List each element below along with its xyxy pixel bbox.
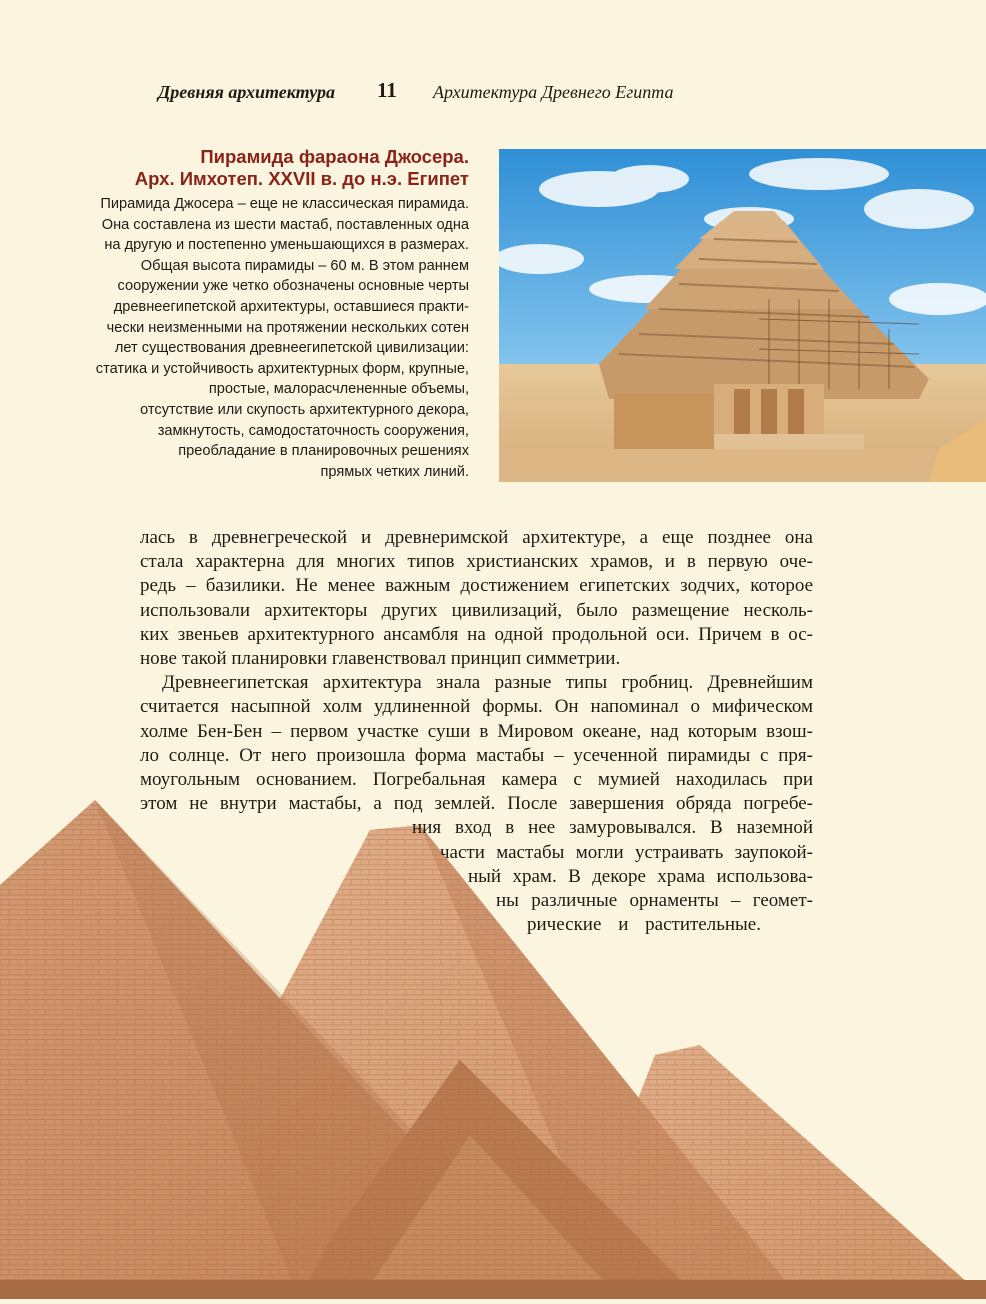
text-line: моугольным основанием. Погребальная камера с мумией находилась при bbox=[140, 769, 813, 790]
caption-line: Пирамида Джосера – еще не классическая пирамида. bbox=[100, 196, 469, 212]
caption-line: древнеегипетской архитектуры, оставшиеся практи- bbox=[113, 298, 469, 315]
caption-title-line-2: Арх. Имхотеп. XXVII в. до н.э. Египет bbox=[134, 168, 469, 189]
caption-body bbox=[60, 194, 469, 482]
caption-line: Она составлена из шести мастаб, поставленных одна bbox=[101, 216, 469, 233]
text-line: ло солнце. От него произошла форма мастабы – усеченной пирамиды с пря- bbox=[140, 744, 813, 766]
text-line: лась в древнегреческой и древнеримской архитектуре, а еще позднее она bbox=[140, 527, 813, 548]
text-line: ный храм. В декоре храма использова- bbox=[468, 865, 813, 887]
text-line: ны различные орнаменты – геомет- bbox=[496, 890, 813, 911]
section-title: Древняя архитектура bbox=[158, 82, 335, 102]
caption-title bbox=[60, 146, 469, 190]
text-line: рические и растительные. bbox=[527, 914, 761, 936]
chapter-title: Архитектура Древнего Египта bbox=[433, 82, 674, 102]
caption-line: сооружении уже четко обозначены основные черты bbox=[117, 278, 469, 295]
text-line: этом не внутри мастабы, а под землей. После завершения обряда погребе- bbox=[140, 793, 813, 815]
caption-line: на другую и постепенно уменьшающихся в размерах. bbox=[104, 237, 469, 254]
text-line: редь – базилики. Не менее важным достижением египетских зодчих, которое bbox=[140, 575, 813, 597]
step-pyramid-photo bbox=[499, 149, 986, 482]
caption-line: замкнутость, самодостаточность сооружения, bbox=[157, 422, 469, 439]
text-line: считается насыпной холм удлиненной формы. Он напоминал о мифическом bbox=[140, 696, 813, 718]
text-line: ния вход в нее замуровывался. В наземной bbox=[412, 817, 813, 839]
photo-caption bbox=[60, 146, 469, 482]
text-line: ких звеньев архитектурного ансамбля на одной продольной оси. Причем в ос- bbox=[140, 623, 813, 645]
text-line: части мастабы могли устраивать заупокой- bbox=[440, 841, 813, 863]
text-line: Древнеегипетская архитектура знала разные типы гробниц. Древнейшим bbox=[162, 672, 813, 694]
caption-title-line-1: Пирамида фараона Джосера. bbox=[200, 146, 469, 167]
caption-line: чески неизменными на протяжении нескольких сотен bbox=[106, 319, 469, 336]
caption-line: Общая высота пирамиды – 60 м. В этом раннем bbox=[140, 257, 469, 274]
caption-line: статика и устойчивость архитектурных форм, крупные, bbox=[95, 360, 469, 377]
text-line: стала характерна для многих типов христианских храмов, и в первую оче- bbox=[140, 551, 813, 573]
text-line: нове такой планировки главенствовал принцип симметрии. bbox=[140, 648, 621, 669]
caption-line: прямых четких линий. bbox=[320, 463, 469, 480]
caption-line: отсутствие или скупость архитектурного декора, bbox=[140, 401, 469, 418]
running-header bbox=[0, 78, 986, 108]
caption-line: лет существования древнеегипетской цивилизации: bbox=[114, 340, 469, 357]
text-line: холме Бен-Бен – первом участке суши в Мировом океане, над которым взош- bbox=[140, 720, 813, 742]
page-number: 11 bbox=[377, 78, 397, 102]
caption-line: простые, малорасчлененные объемы, bbox=[208, 381, 469, 398]
text-line: использовали архитекторы других цивилизаций, было размещение несколь- bbox=[140, 599, 813, 621]
caption-line: преобладание в планировочных решениях bbox=[178, 443, 469, 460]
